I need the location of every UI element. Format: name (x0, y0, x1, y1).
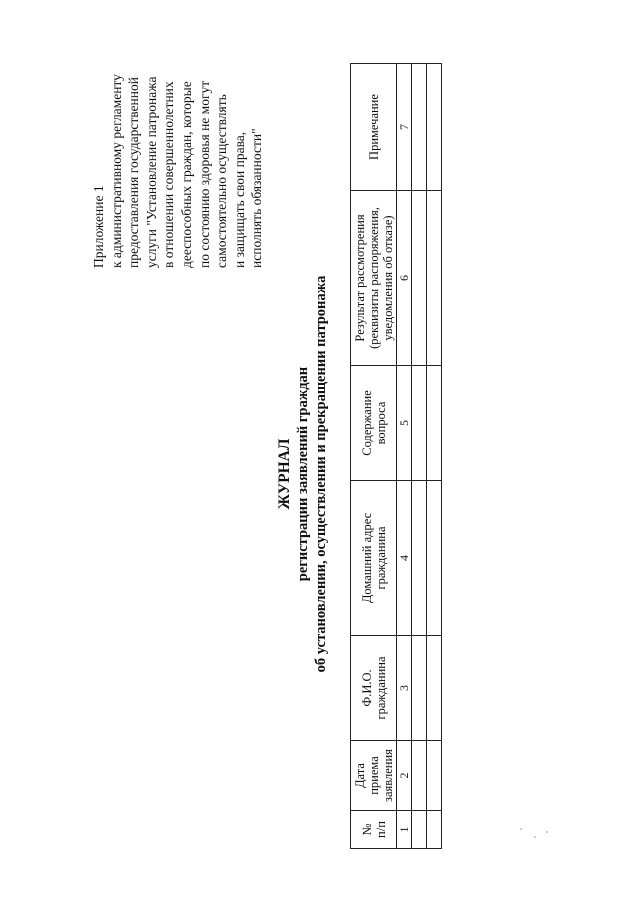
scan-speck (534, 836, 536, 838)
appendix-line: по состоянию здоровья не могут (196, 80, 212, 268)
scan-speck (520, 828, 522, 830)
table-header-row (351, 64, 397, 849)
column-header: № п/п (351, 811, 397, 849)
column-number: 2 (397, 741, 412, 811)
column-number-row (397, 64, 412, 849)
column-number: 5 (397, 366, 412, 481)
appendix-line: к административному регламенту (108, 74, 124, 268)
appendix-line: самостоятельно осуществлять (214, 94, 230, 268)
column-number: 4 (397, 481, 412, 636)
column-number: 7 (397, 64, 412, 191)
appendix-line: предоставления государственной (126, 77, 142, 268)
column-number: 3 (397, 636, 412, 741)
scan-speck (546, 831, 548, 833)
column-header: Примечание (351, 64, 397, 191)
column-header: Дата приема заявления (351, 741, 397, 811)
journal-table (350, 63, 442, 849)
journal-subtitle-2: об установлении, осуществлении и прекращении патронажа (313, 275, 329, 673)
table-row (427, 64, 442, 849)
column-header: Ф.И.О. гражданина (351, 636, 397, 741)
column-header: Результат рассмотрения (реквизиты распоряжения, уведомления об отказе) (351, 191, 397, 366)
appendix-line: исполнять обязанности" (249, 128, 265, 268)
column-header: Содержание вопроса (351, 366, 397, 481)
column-header: Домашний адрес гражданина (351, 481, 397, 636)
appendix-block (90, 8, 266, 268)
column-number: 1 (397, 811, 412, 849)
appendix-line: в отношении совершеннолетних (161, 81, 177, 268)
appendix-line: Приложение 1 (91, 185, 106, 268)
appendix-line: услуги "Установление патронажа (143, 76, 159, 268)
journal-title (275, 194, 330, 754)
journal-subtitle: регистрации заявлений граждан (295, 366, 311, 582)
table-row (412, 64, 427, 849)
appendix-line: дееспособных граждан, которые (178, 81, 194, 268)
appendix-line: и защищать свои права, (231, 131, 247, 268)
journal-heading: ЖУРНАЛ (276, 438, 293, 510)
column-number: 6 (397, 191, 412, 366)
